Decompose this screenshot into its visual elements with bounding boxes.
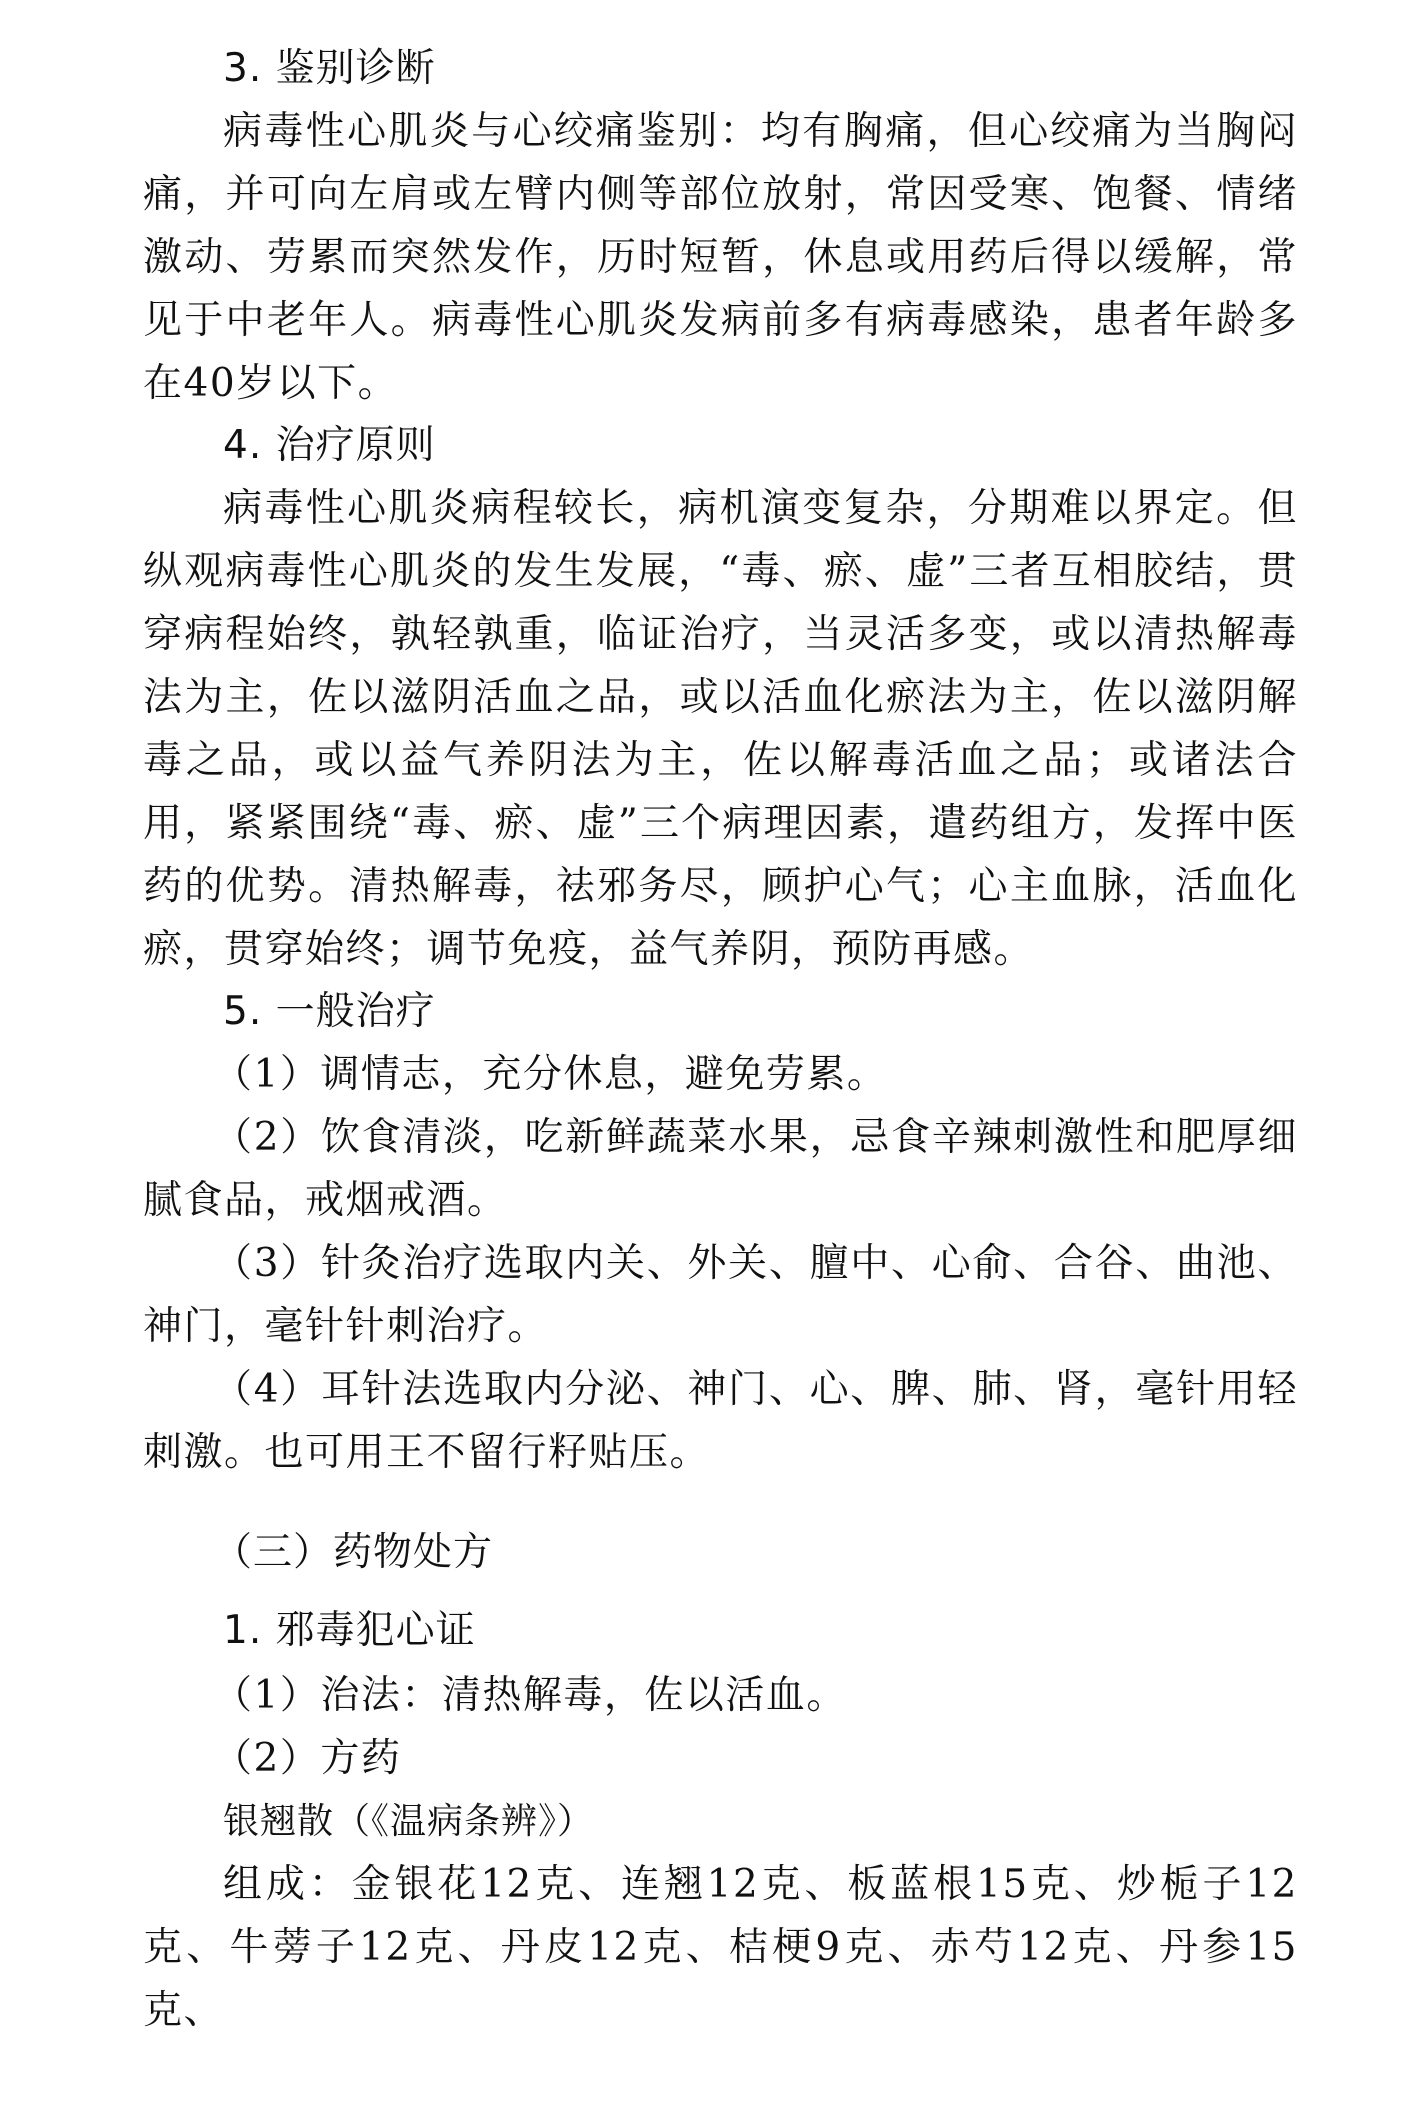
heading-prescription-section: （三）药物处方	[213, 1530, 494, 1575]
list-item-formula-label: （2）方药	[213, 1736, 402, 1781]
list-item-general-3: （3）针灸治疗选取内关、外关、膻中、心俞、合谷、曲池、神门，毫针针刺治疗。	[143, 1241, 1298, 1349]
heading-differential-diagnosis: 3. 鉴别诊断	[223, 46, 436, 91]
list-item-general-1: （1）调情志，充分休息，避免劳累。	[213, 1052, 888, 1097]
heading-general-treatment: 5. 一般治疗	[223, 989, 436, 1034]
paragraph-differential-diagnosis: 病毒性心肌炎与心绞痛鉴别：均有胸痛，但心绞痛为当胸闷痛，并可向左肩或左臂内侧等部位放射，常因受寒、饱餐、情绪激动、劳累而突然发作，历时短暂，休息或用药后得以缓解，常见于中老年人。病毒性心肌炎发病前多有病毒感染，患者年龄多在40岁以下。	[143, 109, 1298, 406]
heading-syndrome-1: 1. 邪毒犯心证	[223, 1608, 476, 1653]
formula-name: 银翘散（《温病条辨》）	[223, 1801, 595, 1842]
list-item-general-2: （2）饮食清淡，吃新鲜蔬菜水果，忌食辛辣刺激性和肥厚细腻食品，戒烟戒酒。	[143, 1115, 1298, 1223]
heading-treatment-principle: 4. 治疗原则	[223, 423, 436, 468]
paragraph-composition: 组成：金银花12克、连翘12克、板蓝根15克、炒栀子12克、牛蒡子12克、丹皮12克、桔梗9克、赤芍12克、丹参15克、	[143, 1862, 1298, 2033]
list-item-general-4: （4）耳针法选取内分泌、神门、心、脾、肺、肾，毫针用轻刺激。也可用王不留行籽贴压。	[143, 1367, 1298, 1475]
list-item-therapy: （1）治法：清热解毒，佐以活血。	[213, 1673, 847, 1718]
paragraph-treatment-principle: 病毒性心肌炎病程较长，病机演变复杂，分期难以界定。但纵观病毒性心肌炎的发生发展，“毒、瘀、虚”三者互相胶结，贯穿病程始终，孰轻孰重，临证治疗，当灵活多变，或以清热解毒法为主，佐以滋阴活血之品，或以活血化瘀法为主，佐以滋阴解毒之品，或以益气养阴法为主，佐以解毒活血之品；或诸法合用，紧紧围绕“毒、瘀、虚”三个病理因素，遣药组方，发挥中医药的优势。清热解毒，祛邪务尽，顾护心气；心主血脉，活血化瘀，贯穿始终；调节免疫，益气养阴，预防再感。	[143, 486, 1298, 972]
